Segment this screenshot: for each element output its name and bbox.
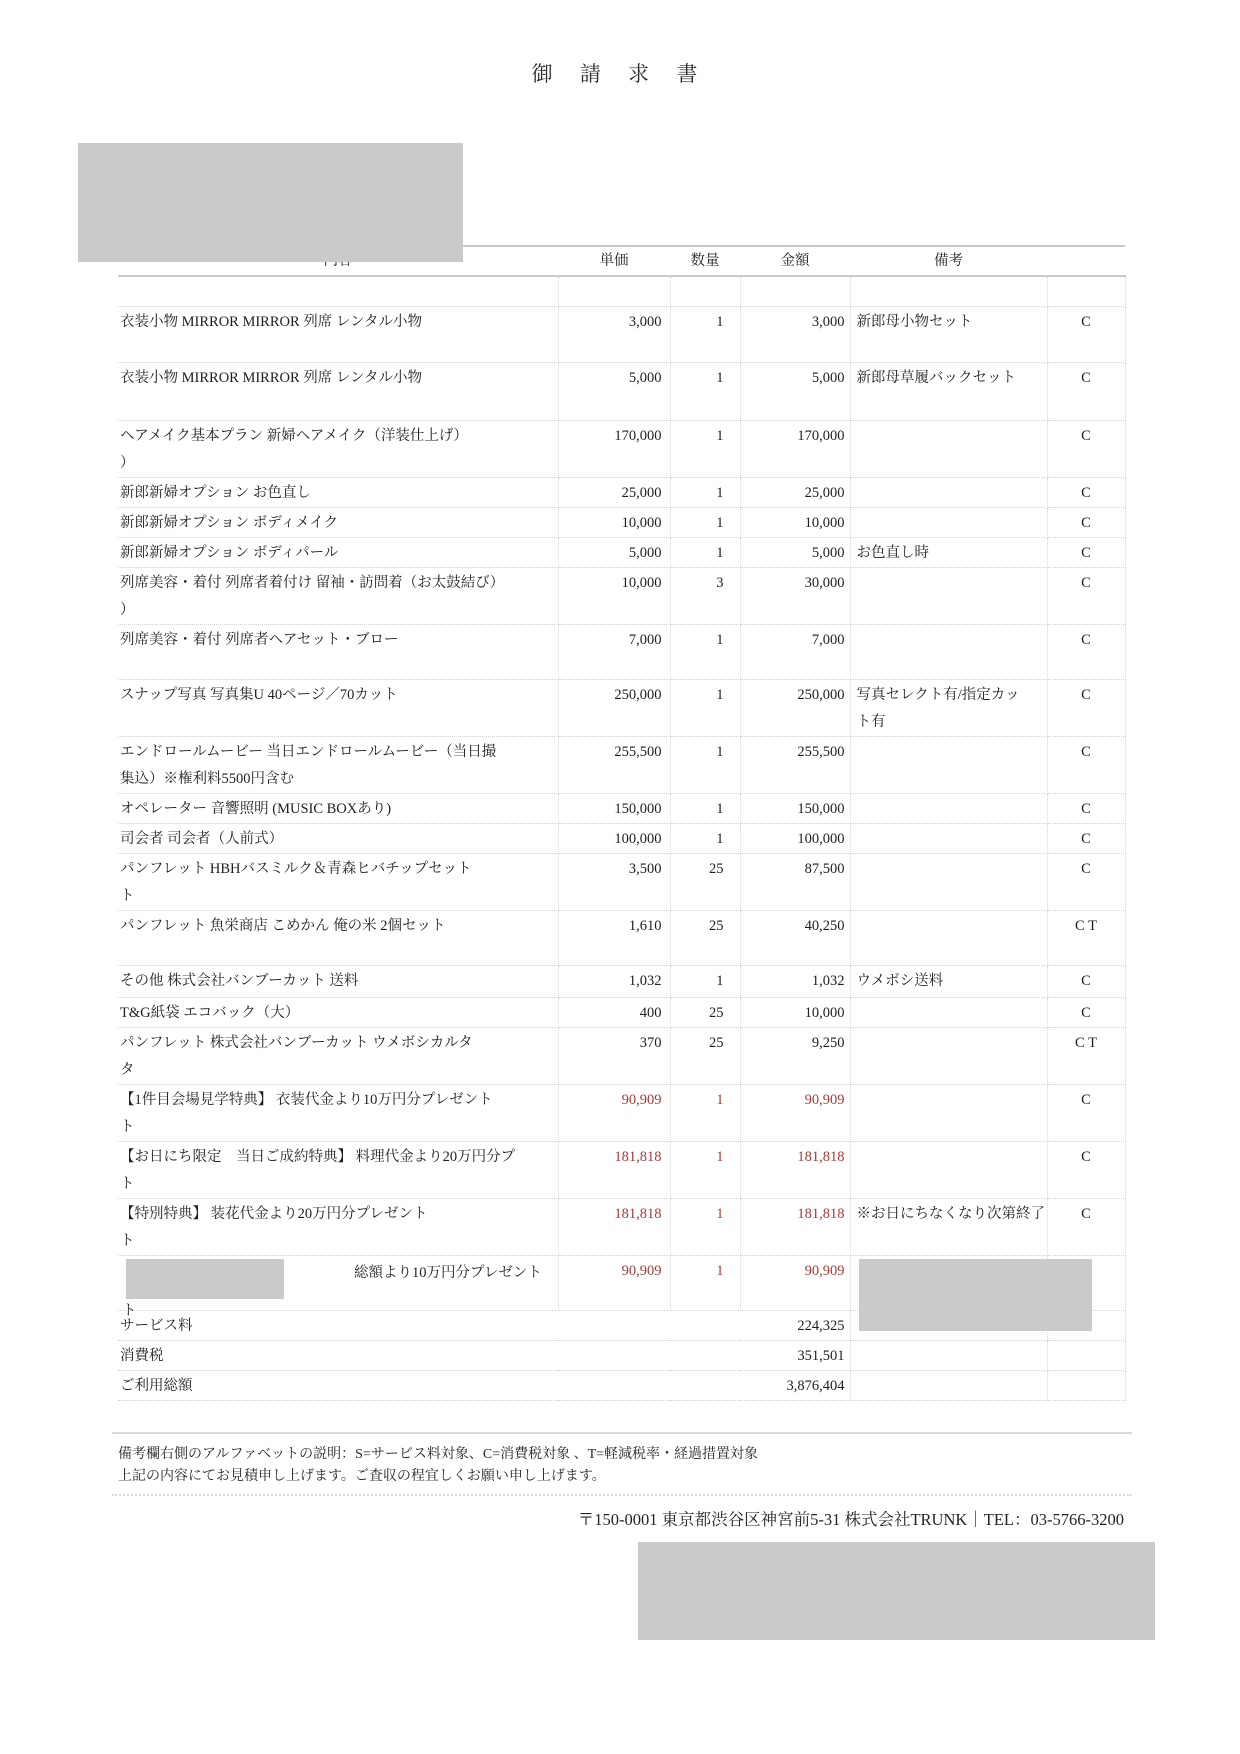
item-unit-price-cell: 170,000: [558, 420, 670, 477]
item-note-cell: [850, 1027, 1047, 1084]
redaction-box-footer: [638, 1542, 1155, 1640]
item-qty-cell: 1: [670, 1084, 740, 1141]
item-amount-cell: 87,500: [740, 853, 850, 910]
item-qty-cell: 3: [670, 567, 740, 624]
item-unit-price-cell: 100,000: [558, 823, 670, 853]
company-address: 〒150-0001 東京都渋谷区神宮前5-31 株式会社TRUNK｜TEL：03-5766-3200: [577, 1510, 1124, 1529]
total-label-amount-cell: [118, 1340, 850, 1370]
total-note-cell: [850, 1370, 1047, 1400]
item-unit-price-cell: 90,909: [558, 1255, 670, 1310]
item-note-cell: 新郎母草履バックセット: [850, 362, 1047, 420]
item-amount-cell: 90,909: [740, 1255, 850, 1310]
item-flags-cell: C T: [1047, 1027, 1125, 1084]
item-name-cell: パンフレット HBHバスミルク＆青森ヒバチップセット ト: [118, 853, 558, 910]
item-amount-cell: 181,818: [740, 1198, 850, 1255]
item-qty-cell: 1: [670, 507, 740, 537]
table-row: [118, 1027, 1125, 1084]
spacer-cell: [118, 276, 558, 306]
item-note-cell: ※お日にちなくなり次第終了: [850, 1198, 1047, 1255]
item-name-cell: パンフレット 株式会社バンブーカット ウメボシカルタ タ: [118, 1027, 558, 1084]
item-unit-price-cell: 5,000: [558, 537, 670, 567]
item-note-cell: 写真セレクト有/指定カッ ト有: [850, 679, 1047, 736]
item-note-cell: [850, 420, 1047, 477]
item-name-cell: T&G紙袋 エコバック（大）: [118, 997, 558, 1027]
table-row: [118, 1255, 1125, 1310]
item-qty-cell: 1: [670, 965, 740, 997]
table-row: [118, 965, 1125, 997]
table-row: [118, 997, 1125, 1027]
total-label-amount-cell: [118, 1310, 850, 1340]
item-amount-cell: 250,000: [740, 679, 850, 736]
item-amount-cell: 170,000: [740, 420, 850, 477]
item-unit-price-cell: 181,818: [558, 1141, 670, 1198]
item-qty-cell: 25: [670, 997, 740, 1027]
total-label: サービス料: [120, 1317, 193, 1334]
spacer-cell: [1047, 276, 1125, 306]
closing-remark: 上記の内容にてお見積申し上げます。ご査収の程宜しくお願い申し上げます。: [118, 1469, 606, 1484]
table-row: [118, 507, 1125, 537]
column-header-qty: 数量: [670, 246, 740, 276]
item-flags-cell: C: [1047, 567, 1125, 624]
item-unit-price-cell: 7,000: [558, 624, 670, 679]
item-note-cell: [850, 477, 1047, 507]
item-flags-cell: C: [1047, 997, 1125, 1027]
item-note-cell: [850, 1084, 1047, 1141]
item-amount-cell: 25,000: [740, 477, 850, 507]
item-flags-cell: C: [1047, 537, 1125, 567]
item-note-cell: [850, 910, 1047, 965]
spacer-cell: [740, 276, 850, 306]
item-flags-cell: C: [1047, 507, 1125, 537]
item-unit-price-cell: 250,000: [558, 679, 670, 736]
spacer-cell: [850, 276, 1047, 306]
item-amount-cell: 9,250: [740, 1027, 850, 1084]
item-amount-cell: 150,000: [740, 793, 850, 823]
item-qty-cell: 1: [670, 1198, 740, 1255]
spacer-row: [118, 276, 1125, 306]
item-amount-cell: 10,000: [740, 997, 850, 1027]
item-qty-cell: 1: [670, 1255, 740, 1310]
item-flags-cell: C: [1047, 793, 1125, 823]
item-unit-price-cell: 3,000: [558, 306, 670, 362]
item-unit-price-cell: 10,000: [558, 567, 670, 624]
item-qty-cell: 1: [670, 1141, 740, 1198]
item-amount-cell: 10,000: [740, 507, 850, 537]
item-unit-price-cell: 1,032: [558, 965, 670, 997]
item-qty-cell: 25: [670, 853, 740, 910]
item-unit-price-cell: 370: [558, 1027, 670, 1084]
item-flags-cell: C: [1047, 477, 1125, 507]
item-amount-cell: 5,000: [740, 537, 850, 567]
table-row: [118, 910, 1125, 965]
item-qty-cell: 1: [670, 362, 740, 420]
item-amount-cell: 7,000: [740, 624, 850, 679]
item-unit-price-cell: 255,500: [558, 736, 670, 793]
item-unit-price-cell: 3,500: [558, 853, 670, 910]
item-note-cell: [850, 823, 1047, 853]
item-unit-price-cell: 400: [558, 997, 670, 1027]
item-flags-cell: C: [1047, 420, 1125, 477]
item-qty-cell: 1: [670, 823, 740, 853]
item-qty-cell: 1: [670, 624, 740, 679]
item-note-cell: [850, 1255, 1047, 1310]
item-name-cell: 【1件目会場見学特典】 衣装代金より10万円分プレゼント ト: [118, 1084, 558, 1141]
column-header-note: 備考: [850, 246, 1047, 276]
item-qty-cell: 25: [670, 910, 740, 965]
table-row: [118, 537, 1125, 567]
item-flags-cell: C: [1047, 624, 1125, 679]
item-unit-price-cell: 90,909: [558, 1084, 670, 1141]
item-unit-price-cell: 5,000: [558, 362, 670, 420]
item-qty-cell: 1: [670, 420, 740, 477]
item-qty-cell: 1: [670, 537, 740, 567]
redaction-box-item-name: [126, 1259, 284, 1299]
item-unit-price-cell: 181,818: [558, 1198, 670, 1255]
item-note-cell: [850, 853, 1047, 910]
item-flags-cell: C T: [1047, 910, 1125, 965]
table-row: [118, 1141, 1125, 1198]
redaction-box-item-note: [859, 1259, 1092, 1331]
item-note-cell: [850, 567, 1047, 624]
item-qty-cell: 1: [670, 306, 740, 362]
item-amount-cell: 181,818: [740, 1141, 850, 1198]
item-name-cell: エンドロールムービー 当日エンドロールムービー（当日撮 集込）※権利料5500円含む: [118, 736, 558, 793]
item-qty-cell: 1: [670, 736, 740, 793]
item-note-cell: [850, 624, 1047, 679]
item-amount-cell: 5,000: [740, 362, 850, 420]
item-name-cell: 列席美容・着付 列席者着付け 留袖・訪問着（お太鼓結び） ）: [118, 567, 558, 624]
table-row: [118, 567, 1125, 624]
item-note-cell: [850, 997, 1047, 1027]
item-name-cell: 衣装小物 MIRROR MIRROR 列席 レンタル小物: [118, 362, 558, 420]
item-name-cell: 【お日にち限定 当日ご成約特典】 料理代金より20万円分プ ト: [118, 1141, 558, 1198]
item-unit-price-cell: 10,000: [558, 507, 670, 537]
item-unit-price-cell: 1,610: [558, 910, 670, 965]
column-header-flags: [1047, 246, 1125, 276]
footer-divider: [112, 1432, 1132, 1434]
item-note-cell: 新郎母小物セット: [850, 306, 1047, 362]
item-name-cell: 総額より10万円分プレゼント ト: [118, 1255, 558, 1310]
item-note-cell: [850, 507, 1047, 537]
item-name-cell: 新郎新婦オプション ボディメイク: [118, 507, 558, 537]
footer-dotted-divider: [112, 1494, 1132, 1496]
item-flags-cell: C: [1047, 1198, 1125, 1255]
total-amount: 351,501: [797, 1347, 845, 1364]
item-qty-cell: 1: [670, 477, 740, 507]
total-row: [118, 1370, 1125, 1400]
total-flag-cell: [1047, 1370, 1125, 1400]
total-label: ご利用総額: [120, 1377, 193, 1394]
item-amount-cell: 1,032: [740, 965, 850, 997]
item-unit-price-cell: 150,000: [558, 793, 670, 823]
column-header-unit-price: 単価: [558, 246, 670, 276]
total-amount: 3,876,404: [786, 1377, 845, 1394]
item-flags-cell: C: [1047, 306, 1125, 362]
table-row: [118, 853, 1125, 910]
item-amount-cell: 100,000: [740, 823, 850, 853]
item-flags-cell: C: [1047, 1141, 1125, 1198]
spacer-cell: [670, 276, 740, 306]
table-row: [118, 477, 1125, 507]
total-amount: 224,325: [797, 1317, 845, 1334]
item-amount-cell: 255,500: [740, 736, 850, 793]
table-row: [118, 624, 1125, 679]
column-header-amount: 金額: [740, 246, 850, 276]
total-flag-cell: [1047, 1340, 1125, 1370]
total-label-amount-cell: [118, 1370, 850, 1400]
item-flags-cell: C: [1047, 1084, 1125, 1141]
item-amount-cell: 3,000: [740, 306, 850, 362]
table-row: [118, 362, 1125, 420]
page-title: 御 請 求 書: [531, 62, 709, 86]
item-flags-cell: C: [1047, 679, 1125, 736]
invoice-table: [118, 245, 1126, 1401]
item-amount-cell: 40,250: [740, 910, 850, 965]
item-note-cell: お色直し時: [850, 537, 1047, 567]
item-name-cell: その他 株式会社バンブーカット 送料: [118, 965, 558, 997]
item-note-cell: [850, 793, 1047, 823]
table-row: [118, 1084, 1125, 1141]
item-name-cell: オペレーター 音響照明 (MUSIC BOXあり): [118, 793, 558, 823]
item-name-cell: ヘアメイク基本プラン 新婦ヘアメイク（洋装仕上げ） ）: [118, 420, 558, 477]
item-flags-cell: C: [1047, 823, 1125, 853]
item-amount-cell: 30,000: [740, 567, 850, 624]
item-name-cell: 司会者 司会者（人前式）: [118, 823, 558, 853]
footer-notes: [118, 1444, 1128, 1488]
total-label: 消費税: [120, 1347, 164, 1364]
item-flags-cell: C: [1047, 965, 1125, 997]
item-name-cell: パンフレット 魚栄商店 こめかん 俺の米 2個セット: [118, 910, 558, 965]
table-row: [118, 1198, 1125, 1255]
item-name-cell: 新郎新婦オプション お色直し: [118, 477, 558, 507]
item-amount-cell: 90,909: [740, 1084, 850, 1141]
item-note-cell: [850, 736, 1047, 793]
table-row: [118, 420, 1125, 477]
item-flags-cell: C: [1047, 736, 1125, 793]
item-flags-cell: C: [1047, 853, 1125, 910]
total-note-cell: [850, 1340, 1047, 1370]
item-name-cell: 列席美容・着付 列席者ヘアセット・ブロー: [118, 624, 558, 679]
table-row: [118, 306, 1125, 362]
item-name-cell: 【特別特典】 装花代金より20万円分プレゼント ト: [118, 1198, 558, 1255]
item-name-cell: スナップ写真 写真集U 40ページ／70カット: [118, 679, 558, 736]
total-row: [118, 1340, 1125, 1370]
table-row: [118, 793, 1125, 823]
item-qty-cell: 25: [670, 1027, 740, 1084]
item-name-cell: 新郎新婦オプション ボディパール: [118, 537, 558, 567]
item-qty-cell: 1: [670, 793, 740, 823]
item-note-cell: ウメボシ送料: [850, 965, 1047, 997]
table-row: [118, 823, 1125, 853]
item-name-cell: 衣装小物 MIRROR MIRROR 列席 レンタル小物: [118, 306, 558, 362]
item-unit-price-cell: 25,000: [558, 477, 670, 507]
item-note-cell: [850, 1141, 1047, 1198]
table-row: [118, 679, 1125, 736]
item-qty-cell: 1: [670, 679, 740, 736]
redaction-box-recipient: [78, 143, 463, 262]
flags-legend: 備考欄右側のアルファベットの説明：S=サービス料対象、C=消費税対象 、T=軽減税率・経過措置対象: [118, 1447, 759, 1462]
table-row: [118, 736, 1125, 793]
item-flags-cell: C: [1047, 362, 1125, 420]
spacer-cell: [558, 276, 670, 306]
